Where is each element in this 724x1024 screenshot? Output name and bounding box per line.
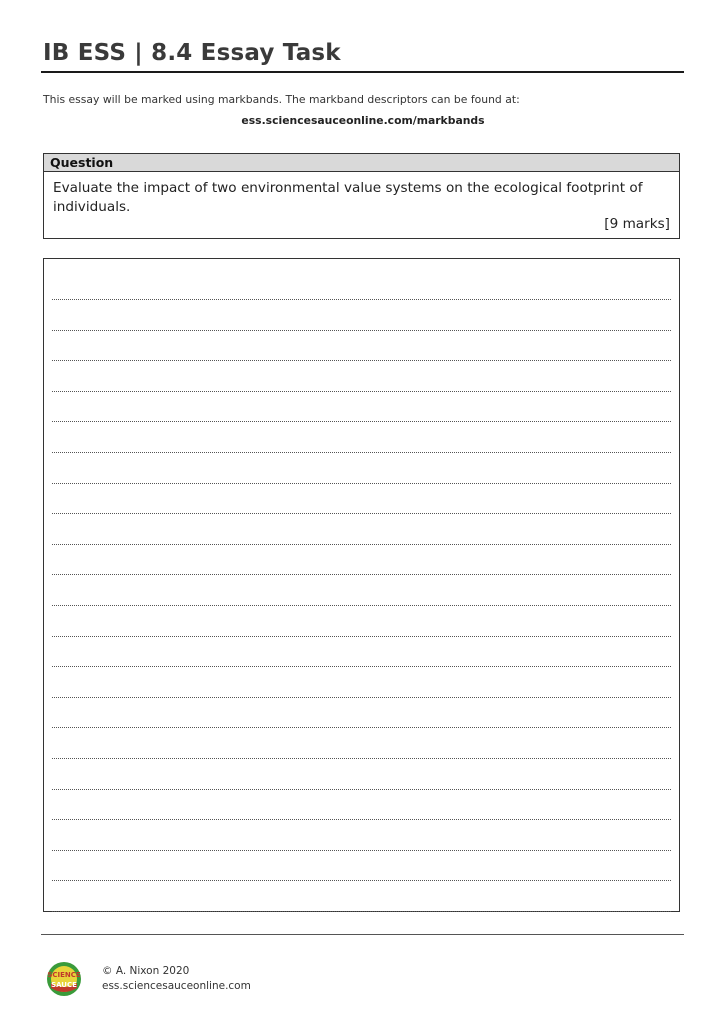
answer-line[interactable] xyxy=(52,513,671,514)
answer-line[interactable] xyxy=(52,789,671,790)
answer-line[interactable] xyxy=(52,483,671,484)
answer-line[interactable] xyxy=(52,636,671,637)
markbands-url[interactable]: ess.sciencesauceonline.com/markbands xyxy=(241,114,485,127)
answer-line[interactable] xyxy=(52,666,671,667)
answer-box[interactable] xyxy=(43,258,680,912)
page-title: IB ESS | 8.4 Essay Task xyxy=(43,40,341,66)
footer-site[interactable]: ess.sciencesauceonline.com xyxy=(102,980,251,992)
science-sauce-logo-icon xyxy=(46,961,82,997)
answer-line[interactable] xyxy=(52,605,671,606)
answer-line[interactable] xyxy=(52,697,671,698)
answer-line[interactable] xyxy=(52,391,671,392)
answer-line[interactable] xyxy=(52,911,671,912)
footer-copyright: © A. Nixon 2020 xyxy=(102,965,190,977)
title-divider xyxy=(41,71,684,73)
answer-line[interactable] xyxy=(52,880,671,881)
question-box xyxy=(43,153,680,239)
answer-line[interactable] xyxy=(52,574,671,575)
answer-line[interactable] xyxy=(52,452,671,453)
answer-line[interactable] xyxy=(52,330,671,331)
question-text: Evaluate the impact of two environmental value systems on the ecological footprint of individuals. xyxy=(53,180,643,215)
answer-line[interactable] xyxy=(52,727,671,728)
footer-divider xyxy=(41,934,684,935)
logo-text-top: SCIENCE xyxy=(47,971,81,979)
answer-line[interactable] xyxy=(52,758,671,759)
answer-line[interactable] xyxy=(52,850,671,851)
answer-line[interactable] xyxy=(52,421,671,422)
answer-line[interactable] xyxy=(52,299,671,300)
answer-line[interactable] xyxy=(52,360,671,361)
answer-line[interactable] xyxy=(52,819,671,820)
question-marks: [9 marks] xyxy=(604,216,670,232)
question-heading: Question xyxy=(44,154,679,172)
answer-line[interactable] xyxy=(52,544,671,545)
intro-text: This essay will be marked using markbands. The markband descriptors can be found at: xyxy=(43,93,520,106)
logo-text-bottom: SAUCE xyxy=(51,981,77,989)
